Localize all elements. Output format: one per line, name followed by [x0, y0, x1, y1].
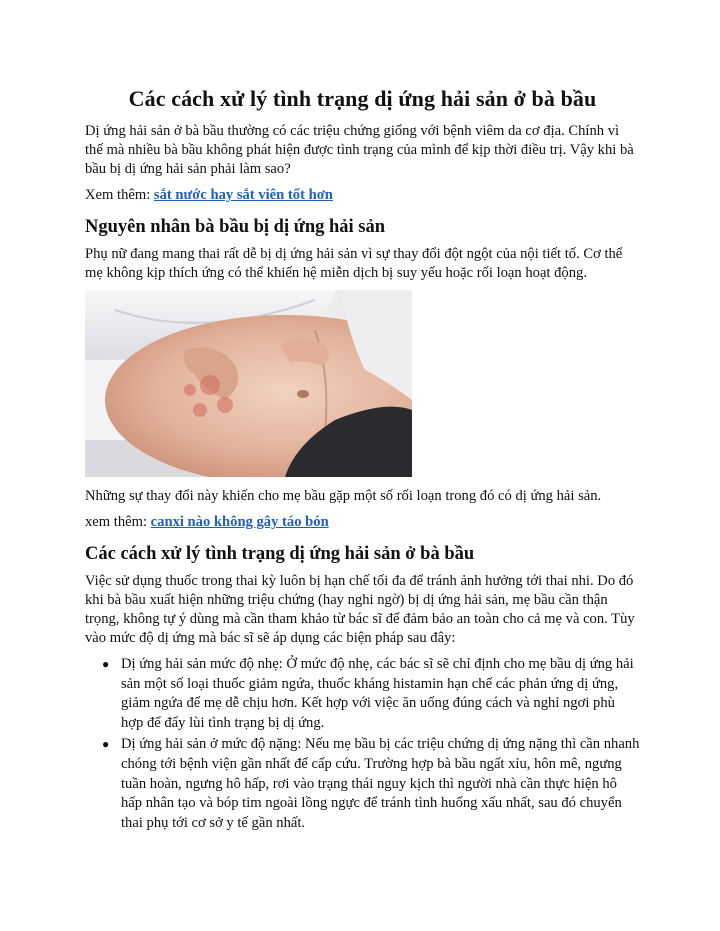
- bullet-icon: ●: [102, 737, 110, 752]
- intro-paragraph: Dị ứng hải sản ở bà bầu thường có các triệu chứng giống với bệnh viêm da cơ địa. Chính vì thế mà nhiều bà bầu không phát hiện được tình trạng của mình để kịp thời điều trị. Vậy khi bà bầu bị dị ứng hải sản phải làm sao?: [85, 123, 634, 177]
- bullet-icon: ●: [102, 657, 110, 671]
- section-heading-treatment: Các cách xử lý tình trạng dị ứng hải sản ở bà bầu: [85, 544, 475, 564]
- list-item: [85, 655, 640, 733]
- after-image-paragraph: Những sự thay đổi này khiến cho mẹ bầu gặp một số rối loạn trong đó có dị ứng hải sản.: [85, 488, 602, 504]
- document-page: [85, 84, 640, 835]
- list-item: [85, 735, 640, 833]
- treatment-paragraph: Việc sử dụng thuốc trong thai kỳ luôn bị hạn chế tối đa để tránh ảnh hưởng tới thai nhi. Do đó khi bà bầu xuất hiện những triệu chứng (hay nghi ngờ) bị dị ứng hải sản, mẹ bầu cần thận trọng, không tự ý dùng mà cần tham khảo từ bác sĩ để đảm bảo an toàn cho cả mẹ và con. Tùy vào mức độ dị ứng mà bác sĩ sẽ áp dụng các biện pháp sau đây:: [85, 573, 635, 646]
- see-more-prefix: xem thêm:: [85, 514, 151, 530]
- see-more-link-calcium[interactable]: canxi nào không gây táo bón: [150, 514, 329, 530]
- see-more-line-2: [85, 513, 640, 532]
- list-item-text: Dị ứng hải sản ở mức độ nặng: Nếu mẹ bầu bị các triệu chứng dị ứng nặng thì cần nhanh chóng tới bệnh viện gần nhất để cấp cứu. Trường hợp bà bầu ngất xỉu, hôn mê, ngưng tuần hoàn, ngưng hô hấp, rơi vào trạng thái nguy kịch thì người nhà cần thực hiện hô hấp nhân tạo và bóp tim ngoài lồng ngực để tránh tình huống xấu nhất, sau đó chuyển thai phụ tới cơ sở y tế gần nhất.: [121, 736, 640, 831]
- causes-paragraph: Phụ nữ đang mang thai rất dễ bị dị ứng hải sản vì sự thay đổi đột ngột của nội tiết tố. Cơ thể mẹ không kịp thích ứng có thể khiến hệ miễn dịch bị suy yếu hoặc rối loạn hoạt động.: [85, 246, 623, 281]
- pregnant-belly-image: [85, 290, 412, 477]
- page-title: Các cách xử lý tình trạng dị ứng hải sản ở bà bầu: [128, 86, 597, 111]
- treatment-list: [85, 655, 640, 833]
- see-more-prefix: Xem thêm:: [85, 187, 154, 203]
- see-more-link-iron[interactable]: sắt nước hay sắt viên tốt hơn: [153, 187, 333, 203]
- see-more-line-1: [85, 186, 640, 205]
- section-heading-causes: Nguyên nhân bà bầu bị dị ứng hải sản: [85, 217, 386, 237]
- list-item-text: Dị ứng hải sản mức độ nhẹ: Ở mức độ nhẹ, các bác sĩ sẽ chỉ định cho mẹ bầu dị ứng hải sản một số loại thuốc giảm ngứa, thuốc kháng histamin hạn chế các phản ứng dị ứng, giảm ngứa để mẹ dễ chịu hơn. Kết hợp với việc ăn uống đúng cách và nghỉ ngơi phù hợp để đẩy lùi tình trạng bị dị ứng.: [121, 656, 634, 731]
